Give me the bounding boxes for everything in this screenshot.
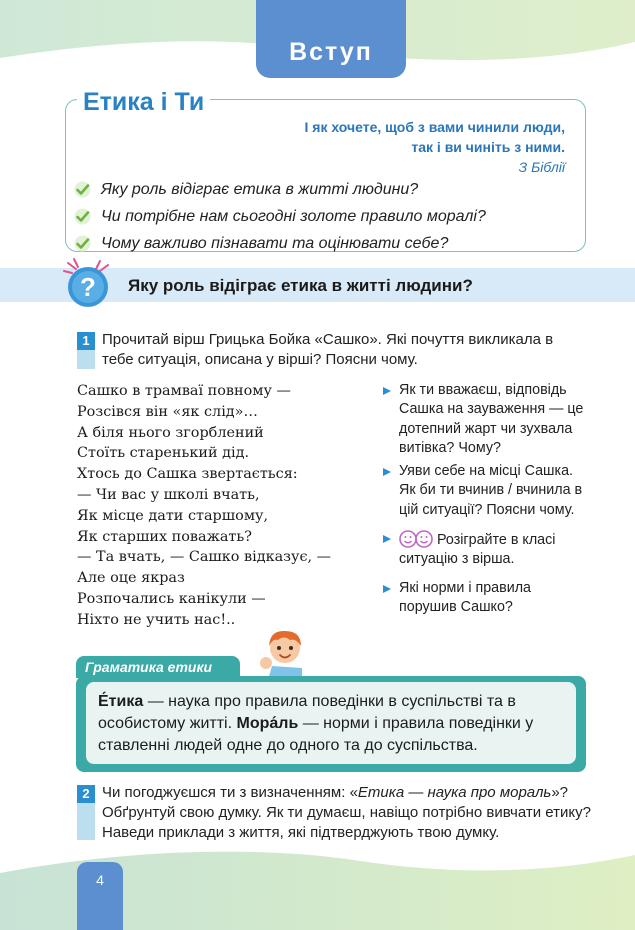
triangle-bullet-icon [383, 387, 391, 395]
page-number: 4 [77, 862, 123, 930]
task-2-rest: »? Обґрунтуй свою думку. Як ти думаєш, навіщо потрібно вивчати етику? Наведи приклади з життя, які підтверджують твою думку. [102, 784, 591, 841]
task-2-intro: Чи погоджуєшся ти з визначенням: « [102, 784, 358, 801]
poem-line: Але оце якраз [77, 570, 185, 587]
intro-title: Етика і Ти [77, 88, 210, 116]
term-ethics: Е́тика [98, 693, 144, 710]
definition-morality: — норми і правила поведінки у ставленні людей одне до одного та до суспільства. [98, 715, 534, 754]
poem-line: Стоїть старенький дід. [77, 445, 250, 462]
grammar-label: Граматика етики [76, 656, 240, 678]
task-number: 2 [77, 785, 95, 803]
epigraph-source: З Біблії [518, 159, 565, 175]
poem [77, 381, 331, 631]
pair-work-icon [399, 529, 433, 549]
triangle-bullet-icon [383, 535, 391, 543]
triangle-bullet-icon [383, 468, 391, 476]
epigraph [305, 117, 566, 177]
poem-line: А біля нього згорблений [77, 424, 264, 441]
checkmark-icon [74, 181, 91, 198]
poem-question [383, 462, 586, 520]
task-number-badge [77, 332, 95, 369]
poem-line: Сашко в трамваї повному — [77, 383, 291, 399]
checkmark-icon [74, 235, 91, 252]
intro-question-text: Чому важливо пізнавати та оцінювати себе? [101, 234, 449, 252]
task-number-badge [77, 785, 95, 840]
epigraph-line: І як хочете, щоб з вами чинили люди, [304, 119, 565, 135]
poem-line: Як місце дати старшому, [77, 507, 269, 524]
poem-question-text: Як ти вважаєш, відповідь Сашка на зауваження — це дотепний жарт чи зухвала витівка? Чому? [399, 382, 584, 456]
poem-question-text: Які норми і правила порушив Сашко? [399, 579, 531, 615]
poem-question [383, 381, 586, 458]
term-morality: Мора́ль [236, 715, 299, 732]
poem-line: — Та вчать, — Сашко відказує, — [77, 549, 332, 566]
intro-question-text: Чи потрібне нам сьогодні золоте правило моралі? [101, 207, 486, 225]
question-mark-icon [60, 257, 116, 313]
intro-question-text: Яку роль відіграє етика в житті людини? [101, 180, 419, 198]
poem-question-text: Уяви себе на місці Сашка. Як би ти вчинив / вчинила в цій ситуації? Поясни чому. [399, 463, 583, 518]
poem-question [383, 524, 586, 570]
child-illustration [258, 626, 308, 680]
chapter-title: Вступ [256, 0, 406, 78]
poem-line: Розпочались канікули — [77, 590, 266, 607]
poem-question-text: Розіграйте в класі ситуацію з вірша. [399, 532, 556, 568]
poem-line: Розсівся він «як слід»… [77, 403, 258, 420]
poem-line: — Чи вас у школі вчать, [77, 486, 260, 503]
intro-question [74, 230, 486, 257]
svg-text:?: ? [80, 272, 96, 302]
task-2-quote: Етика — наука про мораль [357, 784, 552, 801]
task-1-text: Прочитай вірш Грицька Бойка «Сашко». Які почуття викликала в тебе ситуація, описана у вірші? Поясни чому. [102, 331, 554, 368]
checkmark-icon [74, 208, 91, 225]
poem-questions [383, 381, 586, 621]
poem-line: Ніхто не учить нас!.. [77, 611, 236, 628]
epigraph-line: так і ви чиніть з ними. [411, 139, 565, 155]
grammar-definitions [86, 682, 576, 764]
poem-question [383, 574, 586, 618]
task-2-text [102, 783, 592, 843]
intro-question [74, 203, 486, 230]
intro-questions [74, 176, 486, 257]
task-number: 1 [77, 332, 95, 350]
poem-line: Як старших поважать? [77, 528, 252, 545]
poem-line: Хтось до Сашка звертається: [77, 466, 298, 483]
section-question: Яку роль відіграє етика в житті людини? [128, 276, 473, 295]
intro-question [74, 176, 486, 203]
triangle-bullet-icon [383, 585, 391, 593]
definition-ethics: — наука про правила поведінки в суспільстві та в особистому житті. [98, 693, 516, 732]
